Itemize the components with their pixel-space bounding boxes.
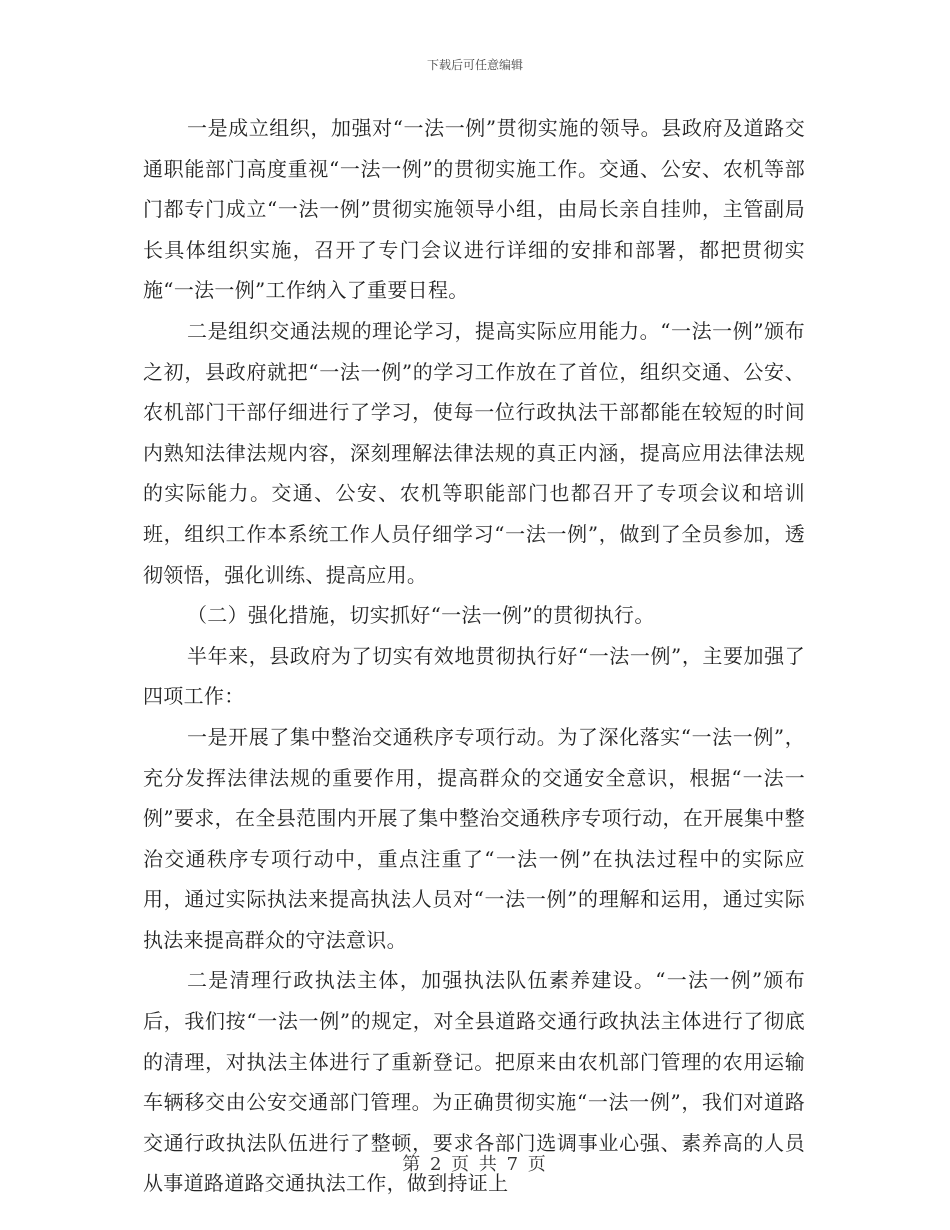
paragraph-rectification: 一是开展了集中整治交通秩序专项行动。为了深化落实“一法一例”，充分发挥法律法规的重要作用，提高群众的交通安全意识，根据“一法一例”要求，在全县范围内开展了集中整治交通秩序专项行动，在开展集中整治交通秩序专项行动中，重点注重了“一法一例”在执法过程中的实际应用，通过实际执法来提高执法人员对“一法一例”的理解和运用，通过实际执法来提高群众的守法意识。 xyxy=(143,724,805,952)
paragraph-enforcement: 二是清理行政执法主体，加强执法队伍素养建设。“一法一例”颁布后，我们按“一法一例”的规定，对全县道路交通行政执法主体进行了彻底的清理，对执法主体进行了重新登记。把原来由农机部门管理的农用运输车辆移交由公安交通部门管理。为正确贯彻实施“一法一例”，我们对道路交通行政执法队伍进行了整顿，要求各部门选调事业心强、素养高的人员从事道路道路交通执法工作，做到持证上 xyxy=(143,968,805,1196)
paragraph-study: 二是组织交通法规的理论学习，提高实际应用能力。“一法一例”颁布之初，县政府就把“一法一例”的学习工作放在了首位，组织交通、公安、农机部门干部仔细进行了学习，使每一位行政执法干部都能在较短的时间内熟知法律法规内容，深刻理解法律法规的真正内涵，提高应用法律法规的实际能力。交通、公安、农机等职能部门也都召开了专项会议和培训班，组织工作本系统工作人员仔细学习“一法一例”，做到了全员参加，透彻领悟，强化训练、提高应用。 xyxy=(143,318,805,587)
section-heading-measures: （二）强化措施，切实抓好“一法一例”的贯彻执行。 xyxy=(187,603,655,628)
document-body xyxy=(143,108,805,1204)
page-number: 第 2 页 共 7 页 xyxy=(402,1154,548,1175)
paragraph-organization: 一是成立组织，加强对“一法一例”贯彻实施的领导。县政府及道路交通职能部门高度重视“一法一例”的贯彻实施工作。交通、公安、农机等部门都专门成立“一法一例”贯彻实施领导小组，由局长亲自挂帅，主管副局长具体组织实施，召开了专门会议进行详细的安排和部署，都把贯彻实施“一法一例”工作纳入了重要日程。 xyxy=(143,116,805,303)
paragraph-half-year: 半年来，县政府为了切实有效地贯彻执行好“一法一例”，主要加强了四项工作： xyxy=(143,643,805,709)
page-header: 下载后可任意编辑 xyxy=(426,58,523,72)
